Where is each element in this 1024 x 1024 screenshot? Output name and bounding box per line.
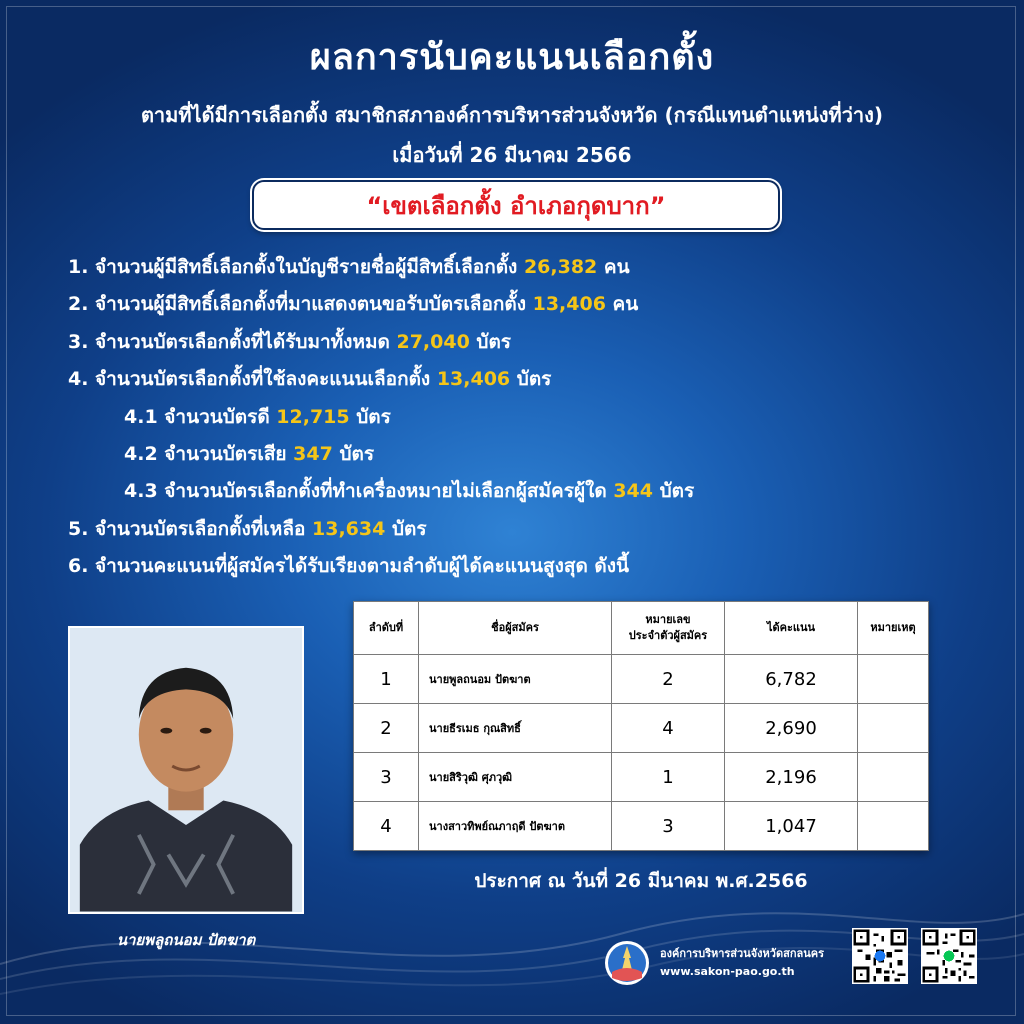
cell-votes: 2,690 — [725, 704, 858, 753]
cell-candidate-number: 1 — [612, 753, 725, 802]
item-value: 26,382 — [523, 256, 598, 278]
candidate-photo — [68, 626, 304, 914]
qr-code-line[interactable] — [921, 928, 977, 984]
header-number-line2: ประจำตัวผู้สมัคร — [628, 629, 708, 642]
header — [0, 28, 1024, 171]
item-unit: คน — [605, 293, 639, 316]
website-link[interactable]: www.sakon-pao.go.th — [660, 965, 795, 978]
portrait-illustration — [70, 628, 302, 912]
item-unit: บัตร — [653, 480, 695, 503]
table-row — [354, 704, 929, 753]
list-item — [68, 252, 968, 289]
list-item — [68, 476, 968, 513]
item-text: 4.1 จำนวนบัตรดี — [124, 405, 277, 428]
header-rank: ลำดับที่ — [354, 602, 419, 655]
header-number-line1: หมายเลข — [645, 613, 691, 626]
election-date: เมื่อวันที่ 26 มีนาคม 2566 — [392, 143, 632, 167]
header-candidate-name: ชื่อผู้สมัคร — [419, 602, 612, 655]
item-value: 13,406 — [532, 293, 606, 316]
qr-code-icon — [921, 928, 977, 984]
cell-rank: 1 — [354, 655, 419, 704]
table-row — [354, 753, 929, 802]
table-row — [354, 802, 929, 851]
cell-candidate-number: 3 — [612, 802, 725, 851]
organization-name: องค์การบริหารส่วนจังหวัดสกลนคร — [660, 947, 825, 960]
list-item — [68, 327, 968, 364]
item-value: 347 — [293, 442, 333, 465]
item-text: 6. จำนวนคะแนนที่ผู้สมัครได้รับเรียงตามลำดับผู้ได้คะแนนสูงสุด ดังนี้ — [68, 555, 630, 578]
item-text: 4.3 จำนวนบัตรเลือกตั้งที่ทำเครื่องหมายไม่เลือกผู้สมัครผู้ใด — [124, 480, 614, 503]
item-text: 3. จำนวนบัตรเลือกตั้งที่ได้รับมาทั้งหมด — [68, 330, 397, 353]
item-text: 4.2 จำนวนบัตรเสีย — [124, 442, 294, 465]
item-value: 27,040 — [396, 330, 470, 353]
announcement-date: ประกาศ ณ วันที่ 26 มีนาคม พ.ศ.2566 — [474, 870, 808, 892]
list-item — [68, 551, 968, 588]
table-row — [354, 655, 929, 704]
cell-note — [858, 704, 929, 753]
cell-candidate-name: นายพูลถนอม ปัตฆาต — [419, 655, 612, 704]
item-unit: บัตร — [349, 405, 391, 428]
item-value: 13,634 — [312, 517, 386, 540]
header-candidate-number — [612, 602, 725, 655]
organization-info — [660, 945, 824, 981]
cell-candidate-name: นายธีรเมธ กุณสิทธิ์ — [419, 704, 612, 753]
header-votes: ได้คะแนน — [725, 602, 858, 655]
item-unit: บัตร — [510, 368, 552, 391]
item-value: 13,406 — [436, 368, 511, 391]
cell-note — [858, 655, 929, 704]
cell-rank: 2 — [354, 704, 419, 753]
cell-votes: 6,782 — [725, 655, 858, 704]
item-unit: บัตร — [385, 517, 427, 540]
cell-candidate-number: 4 — [612, 704, 725, 753]
list-item — [68, 402, 968, 439]
list-item — [68, 364, 968, 401]
district-banner — [252, 180, 780, 230]
cell-votes: 2,196 — [725, 753, 858, 802]
item-unit: บัตร — [469, 330, 512, 353]
item-text: 4. จำนวนบัตรเลือกตั้งที่ใช้ลงคะแนนเลือกตั้ง — [68, 368, 437, 391]
cell-candidate-number: 2 — [612, 655, 725, 704]
cell-votes: 1,047 — [725, 802, 858, 851]
qr-code-icon — [852, 928, 908, 984]
item-value: 344 — [613, 480, 653, 503]
cell-note — [858, 802, 929, 851]
cell-candidate-name: นางสาวทิพย์ณภาฤดี ปัตฆาต — [419, 802, 612, 851]
statistics-list — [68, 252, 968, 589]
cell-note — [858, 753, 929, 802]
cell-rank: 4 — [354, 802, 419, 851]
footer-organization — [604, 940, 824, 986]
item-value: 12,715 — [276, 405, 350, 428]
list-item — [68, 514, 968, 551]
district-label: “เขตเลือกตั้ง อำเภอกุดบาก” — [366, 191, 666, 220]
page-subtitle: ตามที่ได้มีการเลือกตั้ง สมาชิกสภาองค์การบริหารส่วนจังหวัด (กรณีแทนตำแหน่งที่ว่าง) — [140, 103, 884, 127]
item-text: 1. จำนวนผู้มีสิทธิ์เลือกตั้งในบัญชีรายชื่อผู้มีสิทธิ์เลือกตั้ง — [68, 256, 524, 278]
item-text: 2. จำนวนผู้มีสิทธิ์เลือกตั้งที่มาแสดงตนขอรับบัตรเลือกตั้ง — [68, 293, 533, 316]
pao-logo-icon — [604, 940, 650, 986]
item-text: 5. จำนวนบัตรเลือกตั้งที่เหลือ — [68, 517, 312, 540]
list-item — [68, 439, 968, 476]
item-unit: คน — [597, 256, 630, 278]
results-table — [353, 601, 929, 851]
qr-code-facebook[interactable] — [852, 928, 908, 984]
cell-candidate-name: นายสิริวุฒิ ศุภวุฒิ — [419, 753, 612, 802]
cell-rank: 3 — [354, 753, 419, 802]
table-header-row — [354, 602, 929, 655]
item-unit: บัตร — [332, 442, 375, 465]
page-title: ผลการนับคะแนนเลือกตั้ง — [309, 37, 715, 78]
photo-caption: นายพลูถนอม ปัตฆาต — [116, 931, 256, 949]
header-note: หมายเหตุ — [858, 602, 929, 655]
list-item — [68, 289, 968, 326]
